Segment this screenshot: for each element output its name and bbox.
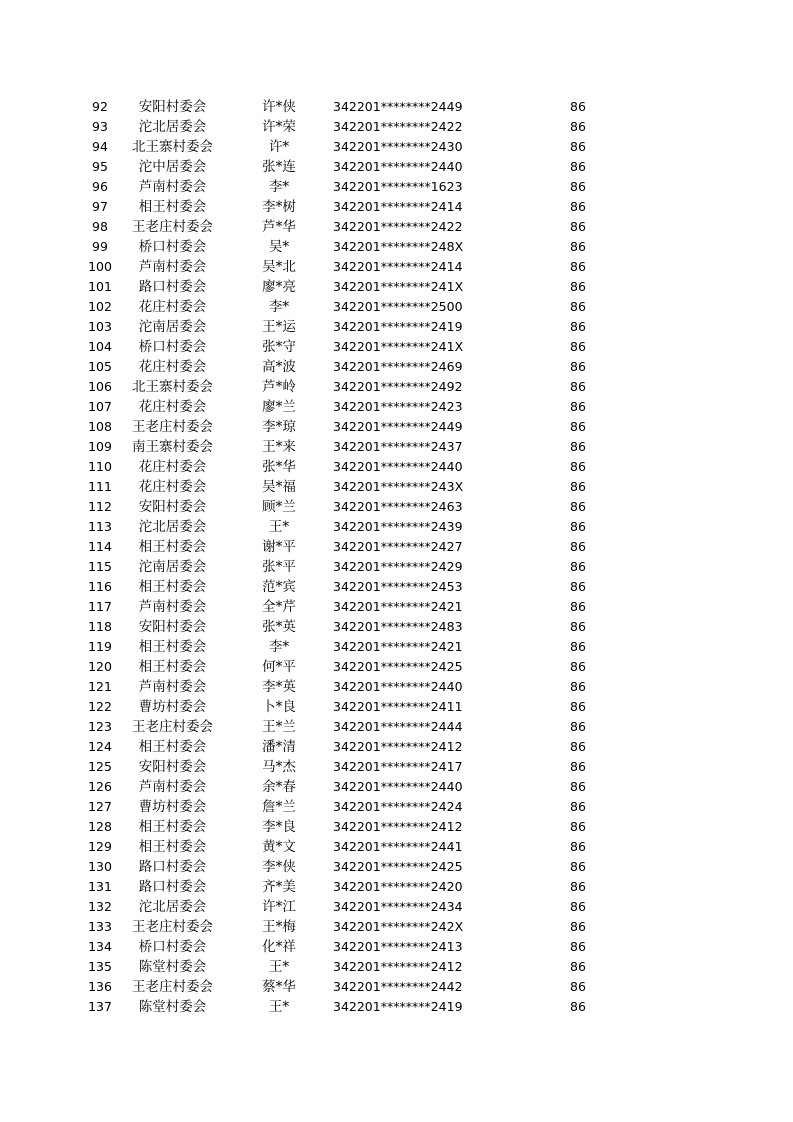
village-cell: 相王村委会 bbox=[138, 639, 207, 655]
name-cell: 王* bbox=[268, 519, 290, 535]
village-cell: 路口村委会 bbox=[138, 859, 207, 875]
village-cell: 花庄村委会 bbox=[138, 459, 207, 475]
row-number: 121 bbox=[88, 679, 112, 694]
row-number: 115 bbox=[88, 559, 112, 574]
row-number: 106 bbox=[88, 379, 112, 394]
row-number: 103 bbox=[88, 319, 112, 334]
name-cell: 李* bbox=[268, 299, 290, 315]
table-row bbox=[80, 537, 623, 557]
row-number: 120 bbox=[88, 659, 112, 674]
id-number-cell: 342201********248X bbox=[333, 239, 464, 254]
table-row bbox=[80, 337, 623, 357]
id-number-cell: 342201********2417 bbox=[333, 759, 463, 774]
id-number-cell: 342201********2424 bbox=[333, 799, 463, 814]
table-row bbox=[80, 637, 623, 657]
table-row bbox=[80, 677, 623, 697]
name-cell: 许*江 bbox=[262, 899, 296, 915]
village-cell: 王老庄村委会 bbox=[132, 979, 213, 995]
village-cell: 沱北居委会 bbox=[138, 519, 207, 535]
score-cell: 86 bbox=[570, 159, 586, 174]
village-cell: 曹坊村委会 bbox=[138, 799, 207, 815]
id-number-cell: 342201********2414 bbox=[333, 259, 463, 274]
village-cell: 芦南村委会 bbox=[138, 179, 207, 195]
name-cell: 廖*兰 bbox=[262, 399, 296, 415]
score-cell: 86 bbox=[570, 459, 586, 474]
id-number-cell: 342201********2483 bbox=[333, 619, 463, 634]
village-cell: 沱中居委会 bbox=[138, 159, 207, 175]
score-cell: 86 bbox=[570, 859, 586, 874]
name-cell: 张*连 bbox=[262, 159, 296, 175]
village-cell: 芦南村委会 bbox=[138, 779, 207, 795]
row-number: 129 bbox=[88, 839, 112, 854]
id-number-cell: 342201********2422 bbox=[333, 119, 463, 134]
table-row bbox=[80, 157, 623, 177]
score-cell: 86 bbox=[570, 359, 586, 374]
village-cell: 芦南村委会 bbox=[138, 679, 207, 695]
id-number-cell: 342201********2422 bbox=[333, 219, 463, 234]
row-number: 113 bbox=[88, 519, 112, 534]
name-cell: 顾*兰 bbox=[262, 499, 296, 515]
name-cell: 化*祥 bbox=[262, 939, 296, 955]
name-cell: 李*英 bbox=[262, 679, 296, 695]
score-cell: 86 bbox=[570, 899, 586, 914]
table-row bbox=[80, 897, 623, 917]
id-number-cell: 342201********2469 bbox=[333, 359, 463, 374]
id-number-cell: 342201********243X bbox=[333, 479, 464, 494]
row-number: 92 bbox=[92, 99, 108, 114]
village-cell: 桥口村委会 bbox=[138, 239, 207, 255]
table-row bbox=[80, 697, 623, 717]
score-cell: 86 bbox=[570, 399, 586, 414]
name-cell: 王* bbox=[268, 999, 290, 1015]
name-cell: 全*芹 bbox=[262, 599, 296, 615]
village-cell: 南王寨村委会 bbox=[132, 439, 213, 455]
table-row bbox=[80, 717, 623, 737]
table-row bbox=[80, 517, 623, 537]
table-row bbox=[80, 217, 623, 237]
table-row bbox=[80, 177, 623, 197]
row-number: 118 bbox=[88, 619, 112, 634]
score-cell: 86 bbox=[570, 719, 586, 734]
village-cell: 相王村委会 bbox=[138, 819, 207, 835]
score-cell: 86 bbox=[570, 779, 586, 794]
table-row bbox=[80, 297, 623, 317]
row-number: 127 bbox=[88, 799, 112, 814]
name-cell: 许*侠 bbox=[262, 99, 296, 115]
row-number: 133 bbox=[88, 919, 112, 934]
table-row bbox=[80, 657, 623, 677]
village-cell: 沱北居委会 bbox=[138, 119, 207, 135]
table-row bbox=[80, 917, 623, 937]
table-row bbox=[80, 457, 623, 477]
name-cell: 王*兰 bbox=[262, 719, 296, 735]
name-cell: 李*树 bbox=[262, 199, 296, 215]
name-cell: 张*平 bbox=[262, 559, 296, 575]
village-cell: 陈堂村委会 bbox=[138, 959, 207, 975]
score-cell: 86 bbox=[570, 819, 586, 834]
name-cell: 黄*文 bbox=[262, 839, 296, 855]
village-cell: 王老庄村委会 bbox=[132, 419, 213, 435]
village-cell: 相王村委会 bbox=[138, 659, 207, 675]
score-cell: 86 bbox=[570, 799, 586, 814]
row-number: 94 bbox=[92, 139, 108, 154]
name-cell: 何*平 bbox=[262, 659, 296, 675]
table-row bbox=[80, 977, 623, 997]
row-number: 130 bbox=[88, 859, 112, 874]
village-cell: 相王村委会 bbox=[138, 739, 207, 755]
id-number-cell: 342201********2427 bbox=[333, 539, 463, 554]
row-number: 125 bbox=[88, 759, 112, 774]
table-row bbox=[80, 377, 623, 397]
village-cell: 相王村委会 bbox=[138, 579, 207, 595]
id-number-cell: 342201********2414 bbox=[333, 199, 463, 214]
name-cell: 詹*兰 bbox=[262, 799, 296, 815]
id-number-cell: 342201********242X bbox=[333, 919, 464, 934]
name-cell: 许* bbox=[268, 139, 290, 155]
id-number-cell: 342201********2440 bbox=[333, 459, 463, 474]
row-number: 117 bbox=[88, 599, 112, 614]
village-cell: 桥口村委会 bbox=[138, 339, 207, 355]
table-row bbox=[80, 817, 623, 837]
row-number: 96 bbox=[92, 179, 108, 194]
name-cell: 张*华 bbox=[262, 459, 296, 475]
row-number: 131 bbox=[88, 879, 112, 894]
table-row bbox=[80, 437, 623, 457]
score-cell: 86 bbox=[570, 139, 586, 154]
row-number: 124 bbox=[88, 739, 112, 754]
table-row bbox=[80, 257, 623, 277]
table-row bbox=[80, 617, 623, 637]
name-cell: 谢*平 bbox=[262, 539, 296, 555]
row-number: 112 bbox=[88, 499, 112, 514]
row-number: 98 bbox=[92, 219, 108, 234]
score-cell: 86 bbox=[570, 419, 586, 434]
name-cell: 余*春 bbox=[262, 779, 296, 795]
table-row bbox=[80, 857, 623, 877]
score-cell: 86 bbox=[570, 119, 586, 134]
score-cell: 86 bbox=[570, 239, 586, 254]
row-number: 93 bbox=[92, 119, 108, 134]
row-number: 122 bbox=[88, 699, 112, 714]
village-cell: 沱南居委会 bbox=[138, 559, 207, 575]
name-cell: 吴* bbox=[268, 239, 290, 255]
id-number-cell: 342201********2413 bbox=[333, 939, 463, 954]
score-cell: 86 bbox=[570, 559, 586, 574]
name-cell: 李*良 bbox=[262, 819, 296, 835]
name-cell: 李*琼 bbox=[262, 419, 296, 435]
table-row bbox=[80, 237, 623, 257]
score-cell: 86 bbox=[570, 199, 586, 214]
row-number: 135 bbox=[88, 959, 112, 974]
name-cell: 高*波 bbox=[262, 359, 296, 375]
name-cell: 潘*清 bbox=[262, 739, 296, 755]
score-cell: 86 bbox=[570, 99, 586, 114]
name-cell: 李* bbox=[268, 639, 290, 655]
id-number-cell: 342201********2441 bbox=[333, 839, 463, 854]
score-cell: 86 bbox=[570, 759, 586, 774]
id-number-cell: 342201********2492 bbox=[333, 379, 463, 394]
score-cell: 86 bbox=[570, 919, 586, 934]
table-row bbox=[80, 137, 623, 157]
village-cell: 王老庄村委会 bbox=[132, 919, 213, 935]
roster-table-body bbox=[80, 97, 623, 1017]
id-number-cell: 342201********2412 bbox=[333, 739, 463, 754]
row-number: 97 bbox=[92, 199, 108, 214]
village-cell: 花庄村委会 bbox=[138, 479, 207, 495]
table-row bbox=[80, 317, 623, 337]
row-number: 134 bbox=[88, 939, 112, 954]
name-cell: 张*英 bbox=[262, 619, 296, 635]
row-number: 108 bbox=[88, 419, 112, 434]
id-number-cell: 342201********2439 bbox=[333, 519, 463, 534]
name-cell: 李* bbox=[268, 179, 290, 195]
score-cell: 86 bbox=[570, 839, 586, 854]
id-number-cell: 342201********2444 bbox=[333, 719, 463, 734]
id-number-cell: 342201********2425 bbox=[333, 659, 463, 674]
village-cell: 花庄村委会 bbox=[138, 399, 207, 415]
row-number: 128 bbox=[88, 819, 112, 834]
id-number-cell: 342201********2440 bbox=[333, 159, 463, 174]
row-number: 109 bbox=[88, 439, 112, 454]
id-number-cell: 342201********2440 bbox=[333, 779, 463, 794]
name-cell: 蔡*华 bbox=[262, 979, 296, 995]
score-cell: 86 bbox=[570, 619, 586, 634]
score-cell: 86 bbox=[570, 579, 586, 594]
id-number-cell: 342201********2449 bbox=[333, 419, 463, 434]
table-row bbox=[80, 357, 623, 377]
village-cell: 花庄村委会 bbox=[138, 299, 207, 315]
row-number: 132 bbox=[88, 899, 112, 914]
score-cell: 86 bbox=[570, 339, 586, 354]
score-cell: 86 bbox=[570, 659, 586, 674]
id-number-cell: 342201********2429 bbox=[333, 559, 463, 574]
name-cell: 廖*亮 bbox=[262, 279, 296, 295]
id-number-cell: 342201********2420 bbox=[333, 879, 463, 894]
name-cell: 吴*北 bbox=[262, 259, 296, 275]
table-row bbox=[80, 797, 623, 817]
table-row bbox=[80, 957, 623, 977]
table-row bbox=[80, 777, 623, 797]
id-number-cell: 342201********241X bbox=[333, 279, 464, 294]
name-cell: 王*梅 bbox=[262, 919, 296, 935]
village-cell: 安阳村委会 bbox=[138, 499, 207, 515]
row-number: 119 bbox=[88, 639, 112, 654]
row-number: 126 bbox=[88, 779, 112, 794]
score-cell: 86 bbox=[570, 679, 586, 694]
id-number-cell: 342201********2500 bbox=[333, 299, 463, 314]
score-cell: 86 bbox=[570, 319, 586, 334]
table-row bbox=[80, 577, 623, 597]
score-cell: 86 bbox=[570, 639, 586, 654]
village-cell: 芦南村委会 bbox=[138, 599, 207, 615]
row-number: 111 bbox=[88, 479, 112, 494]
row-number: 116 bbox=[88, 579, 112, 594]
village-cell: 相王村委会 bbox=[138, 199, 207, 215]
table-row bbox=[80, 197, 623, 217]
id-number-cell: 342201********2421 bbox=[333, 599, 463, 614]
table-row bbox=[80, 477, 623, 497]
village-cell: 安阳村委会 bbox=[138, 99, 207, 115]
score-cell: 86 bbox=[570, 279, 586, 294]
score-cell: 86 bbox=[570, 219, 586, 234]
row-number: 104 bbox=[88, 339, 112, 354]
name-cell: 齐*美 bbox=[262, 879, 296, 895]
table-row bbox=[80, 937, 623, 957]
village-cell: 花庄村委会 bbox=[138, 359, 207, 375]
score-cell: 86 bbox=[570, 479, 586, 494]
table-row bbox=[80, 837, 623, 857]
table-row bbox=[80, 397, 623, 417]
id-number-cell: 342201********2412 bbox=[333, 819, 463, 834]
id-number-cell: 342201********2430 bbox=[333, 139, 463, 154]
name-cell: 芦*华 bbox=[262, 219, 296, 235]
row-number: 99 bbox=[92, 239, 108, 254]
table-row bbox=[80, 597, 623, 617]
id-number-cell: 342201********2421 bbox=[333, 639, 463, 654]
village-cell: 王老庄村委会 bbox=[132, 219, 213, 235]
table-row bbox=[80, 97, 623, 117]
score-cell: 86 bbox=[570, 259, 586, 274]
id-number-cell: 342201********2423 bbox=[333, 399, 463, 414]
id-number-cell: 342201********2463 bbox=[333, 499, 463, 514]
name-cell: 卜*良 bbox=[262, 699, 296, 715]
row-number: 101 bbox=[88, 279, 112, 294]
id-number-cell: 342201********2437 bbox=[333, 439, 463, 454]
id-number-cell: 342201********1623 bbox=[333, 179, 463, 194]
row-number: 123 bbox=[88, 719, 112, 734]
score-cell: 86 bbox=[570, 439, 586, 454]
village-cell: 路口村委会 bbox=[138, 279, 207, 295]
id-number-cell: 342201********2411 bbox=[333, 699, 463, 714]
id-number-cell: 342201********2449 bbox=[333, 99, 463, 114]
id-number-cell: 342201********2425 bbox=[333, 859, 463, 874]
village-cell: 安阳村委会 bbox=[138, 759, 207, 775]
village-cell: 沱北居委会 bbox=[138, 899, 207, 915]
name-cell: 张*守 bbox=[262, 339, 296, 355]
row-number: 100 bbox=[88, 259, 112, 274]
name-cell: 许*荣 bbox=[262, 119, 296, 135]
score-cell: 86 bbox=[570, 939, 586, 954]
name-cell: 李*侠 bbox=[262, 859, 296, 875]
table-row bbox=[80, 277, 623, 297]
table-row bbox=[80, 497, 623, 517]
village-cell: 北王寨村委会 bbox=[132, 379, 213, 395]
name-cell: 王* bbox=[268, 959, 290, 975]
village-cell: 北王寨村委会 bbox=[132, 139, 213, 155]
id-number-cell: 342201********241X bbox=[333, 339, 464, 354]
table-row bbox=[80, 557, 623, 577]
score-cell: 86 bbox=[570, 499, 586, 514]
name-cell: 芦*岭 bbox=[262, 379, 296, 395]
id-number-cell: 342201********2419 bbox=[333, 999, 463, 1014]
score-cell: 86 bbox=[570, 539, 586, 554]
village-cell: 沱南居委会 bbox=[138, 319, 207, 335]
score-cell: 86 bbox=[570, 959, 586, 974]
row-number: 95 bbox=[92, 159, 108, 174]
table-row bbox=[80, 877, 623, 897]
id-number-cell: 342201********2440 bbox=[333, 679, 463, 694]
village-cell: 曹坊村委会 bbox=[138, 699, 207, 715]
village-cell: 王老庄村委会 bbox=[132, 719, 213, 735]
score-cell: 86 bbox=[570, 999, 586, 1014]
village-cell: 安阳村委会 bbox=[138, 619, 207, 635]
name-cell: 范*宾 bbox=[262, 579, 296, 595]
id-number-cell: 342201********2453 bbox=[333, 579, 463, 594]
score-cell: 86 bbox=[570, 699, 586, 714]
name-cell: 吴*福 bbox=[262, 479, 296, 495]
id-number-cell: 342201********2442 bbox=[333, 979, 463, 994]
name-cell: 王*来 bbox=[262, 439, 296, 455]
score-cell: 86 bbox=[570, 299, 586, 314]
roster-table bbox=[80, 97, 623, 1017]
village-cell: 桥口村委会 bbox=[138, 939, 207, 955]
table-row bbox=[80, 757, 623, 777]
row-number: 107 bbox=[88, 399, 112, 414]
row-number: 114 bbox=[88, 539, 112, 554]
id-number-cell: 342201********2412 bbox=[333, 959, 463, 974]
row-number: 102 bbox=[88, 299, 112, 314]
table-row bbox=[80, 997, 623, 1017]
village-cell: 芦南村委会 bbox=[138, 259, 207, 275]
village-cell: 陈堂村委会 bbox=[138, 999, 207, 1015]
score-cell: 86 bbox=[570, 879, 586, 894]
row-number: 105 bbox=[88, 359, 112, 374]
village-cell: 路口村委会 bbox=[138, 879, 207, 895]
score-cell: 86 bbox=[570, 599, 586, 614]
table-row bbox=[80, 417, 623, 437]
row-number: 137 bbox=[88, 999, 112, 1014]
name-cell: 王*运 bbox=[262, 319, 296, 335]
name-cell: 马*杰 bbox=[262, 759, 296, 775]
table-row bbox=[80, 117, 623, 137]
score-cell: 86 bbox=[570, 739, 586, 754]
row-number: 110 bbox=[88, 459, 112, 474]
score-cell: 86 bbox=[570, 979, 586, 994]
id-number-cell: 342201********2419 bbox=[333, 319, 463, 334]
score-cell: 86 bbox=[570, 519, 586, 534]
row-number: 136 bbox=[88, 979, 112, 994]
score-cell: 86 bbox=[570, 379, 586, 394]
village-cell: 相王村委会 bbox=[138, 839, 207, 855]
id-number-cell: 342201********2434 bbox=[333, 899, 463, 914]
table-row bbox=[80, 737, 623, 757]
village-cell: 相王村委会 bbox=[138, 539, 207, 555]
score-cell: 86 bbox=[570, 179, 586, 194]
